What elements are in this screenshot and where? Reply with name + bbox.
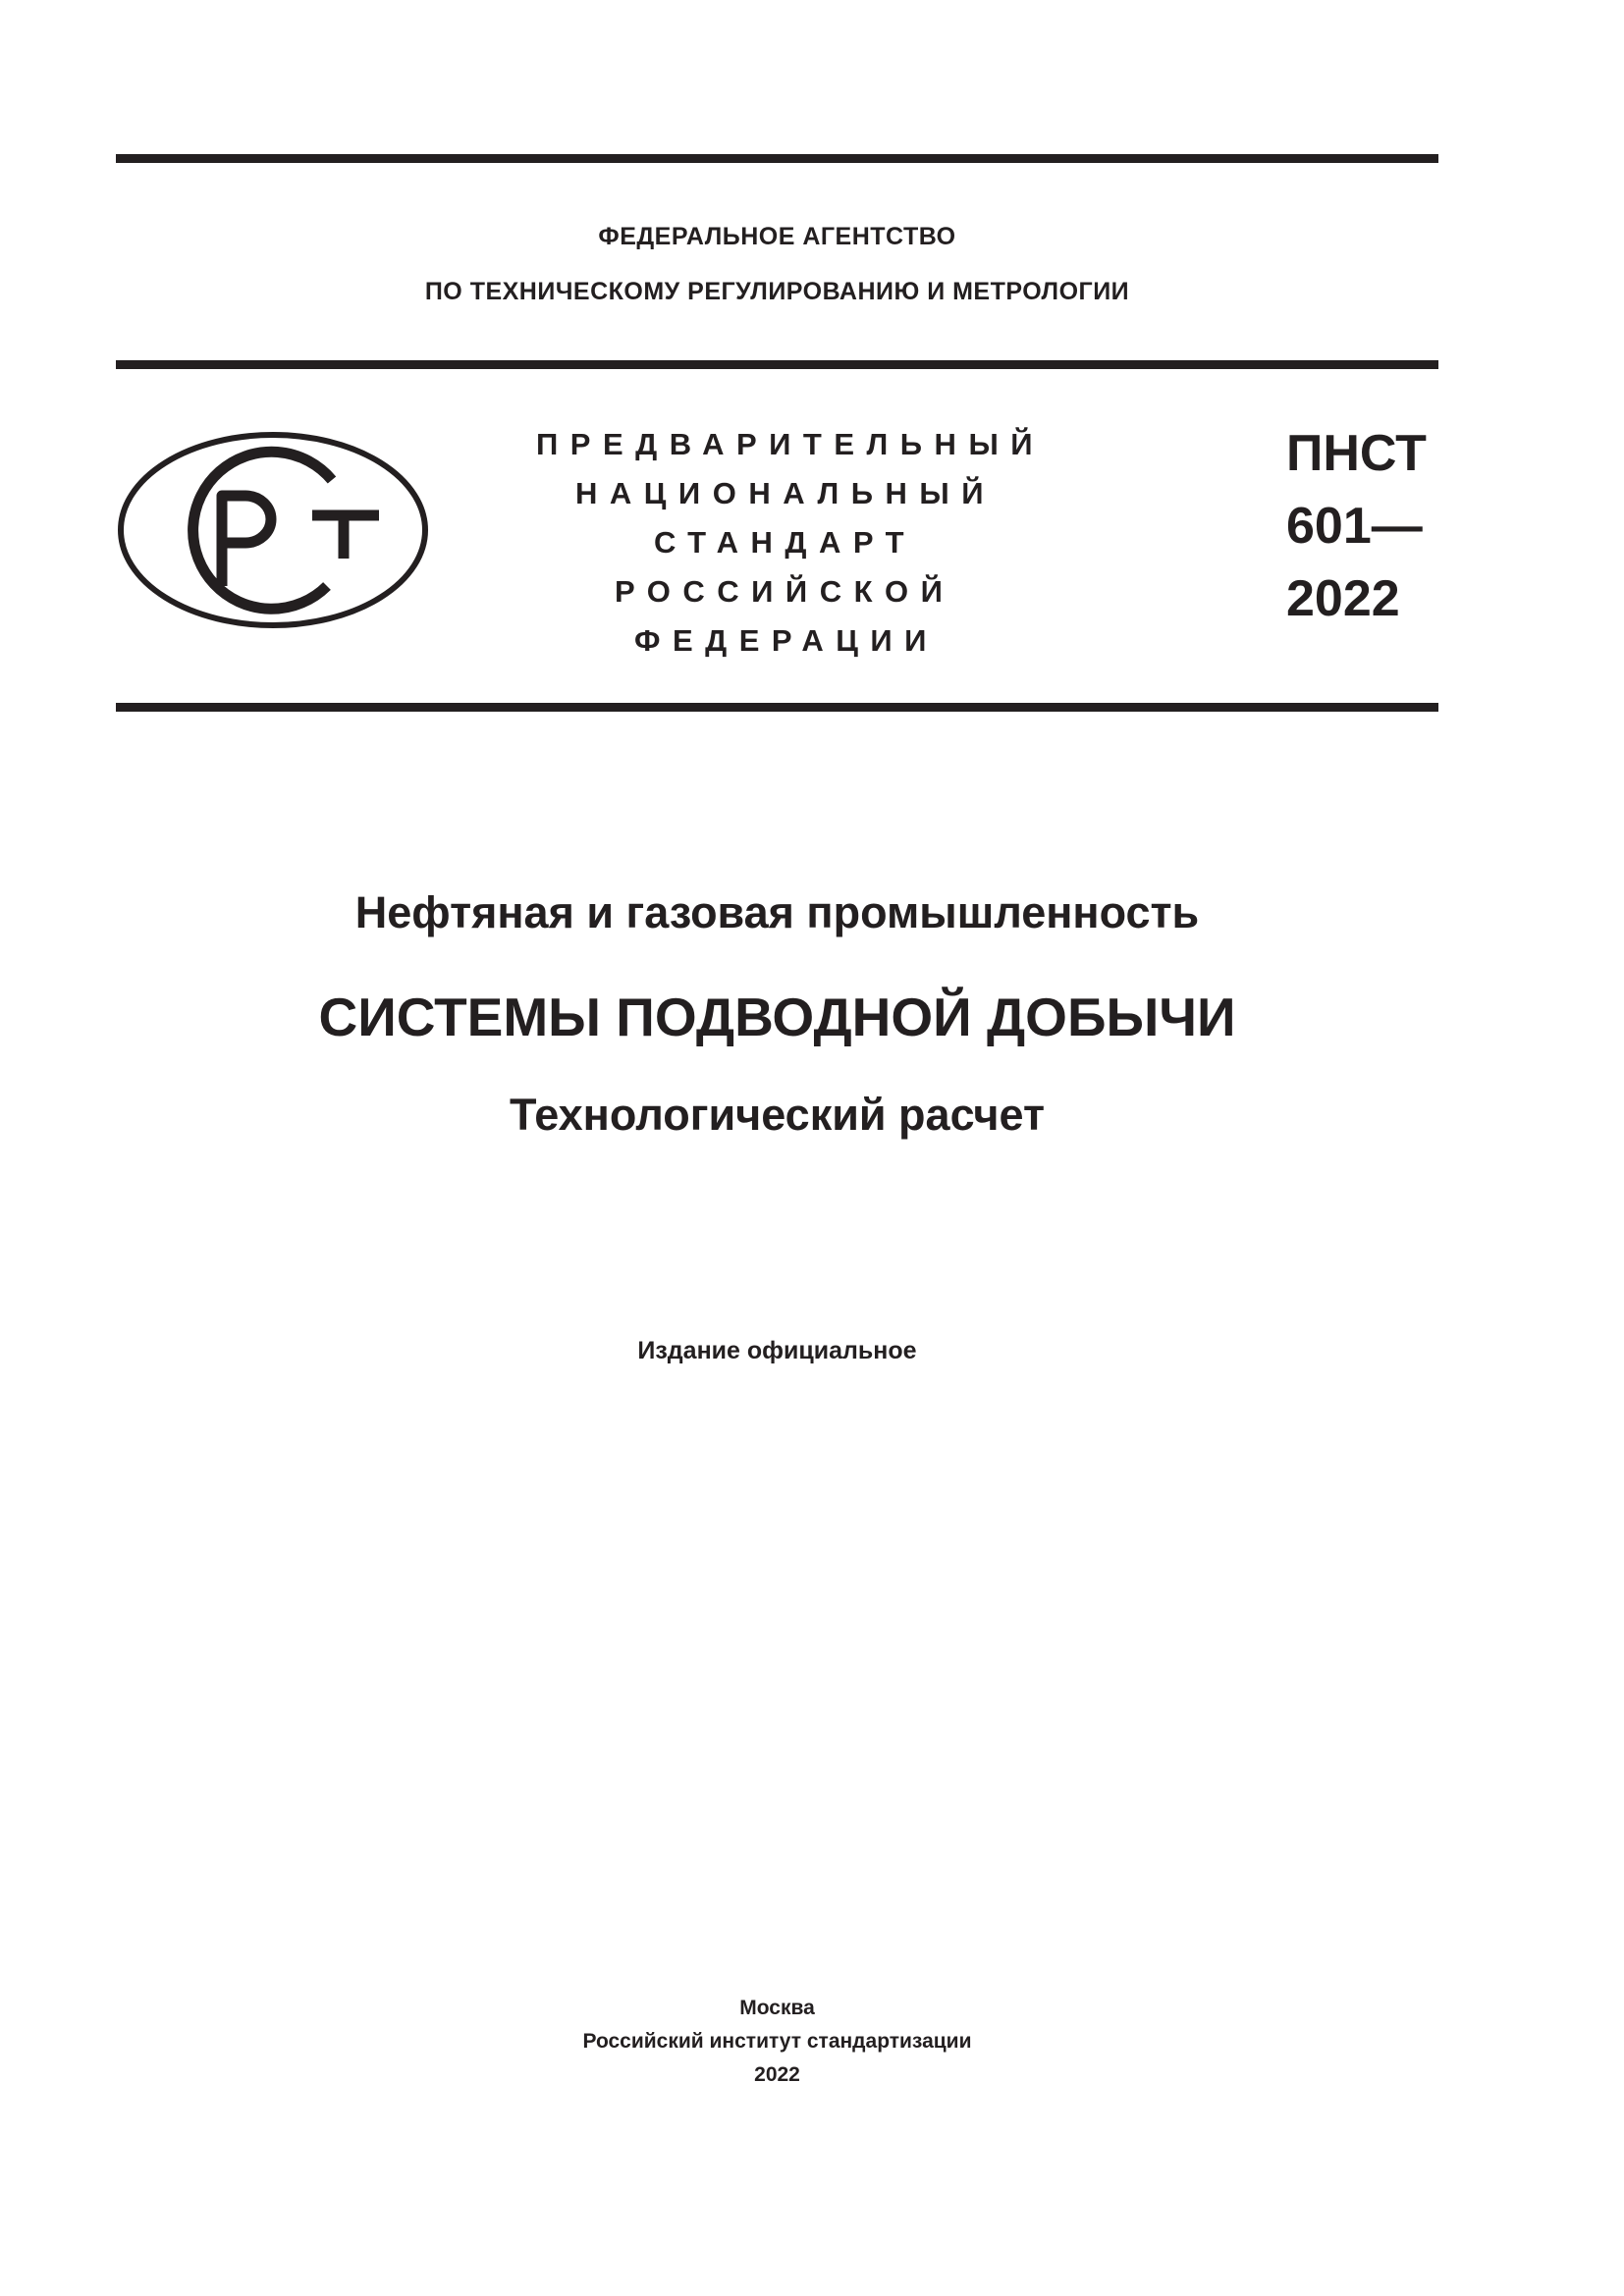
standard-number	[1286, 417, 1427, 635]
imprint-year: 2022	[754, 2063, 800, 2086]
standard-kind-line: ФЕДЕРАЦИИ	[634, 623, 939, 658]
top-rule	[116, 154, 1438, 163]
document-title-line-1: Нефтяная и газовая промышленность	[354, 887, 1200, 937]
standard-number-line-1: ПНСТ	[1286, 425, 1427, 482]
imprint-city: Москва	[739, 1997, 815, 2019]
document-title-main: СИСТЕМЫ ПОДВОДНОЙ ДОБЫЧИ	[318, 987, 1236, 1047]
gost-r-logo	[116, 429, 430, 631]
header-rule	[116, 360, 1438, 369]
agency-name-line-1: ФЕДЕРАЛЬНОЕ АГЕНТСТВО	[598, 223, 956, 250]
imprint-publisher: Российский институт стандартизации	[582, 2030, 972, 2053]
logo-block-rule	[116, 703, 1438, 712]
edition-note: Издание официальное	[637, 1337, 917, 1364]
standard-kind-line: НАЦИОНАЛЬНЫЙ	[575, 476, 997, 510]
standard-kind-line: ПРЕДВАРИТЕЛЬНЫЙ	[536, 427, 1046, 461]
standard-kind	[530, 420, 1046, 666]
document-title-line-3: Технологический расчет	[509, 1090, 1046, 1140]
standard-number-line-2: 601—	[1286, 498, 1423, 555]
standard-kind-line: РОССИЙСКОЙ	[615, 574, 955, 609]
agency-name-line-2: ПО ТЕХНИЧЕСКОМУ РЕГУЛИРОВАНИЮ И МЕТРОЛОГИИ	[424, 278, 1130, 305]
standard-kind-line: СТАНДАРТ	[654, 525, 917, 560]
standard-number-line-3: 2022	[1286, 570, 1400, 627]
imprint	[116, 1992, 1438, 2092]
